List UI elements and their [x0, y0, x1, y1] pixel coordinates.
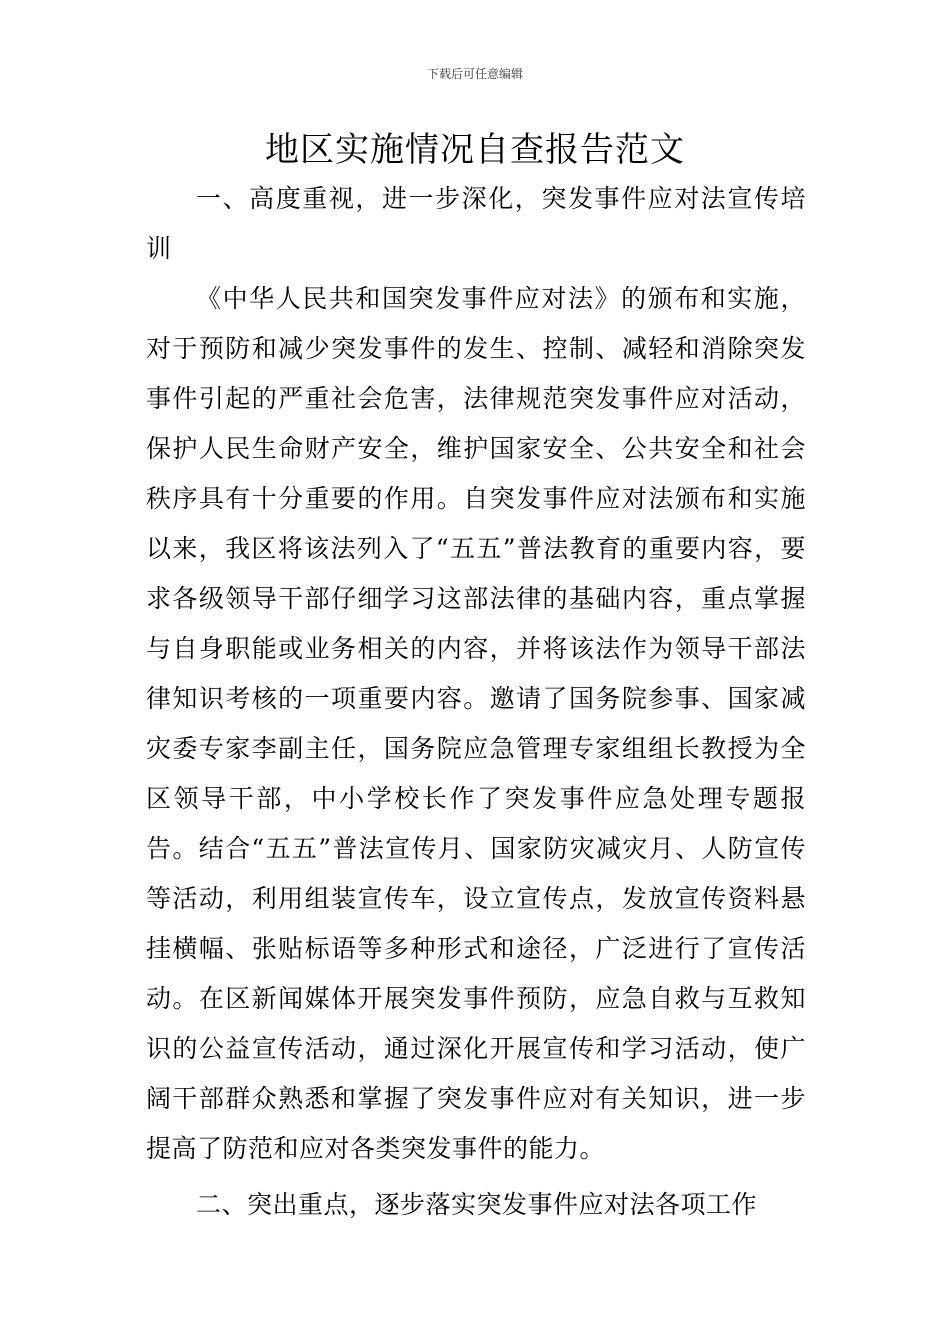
- section-1-heading: 一、高度重视，进一步深化，突发事件应对法宣传培训: [146, 184, 806, 263]
- header-note: 下载后可任意编辑: [426, 67, 523, 81]
- document-body: [146, 174, 806, 1230]
- document-title: 地区实施情况自查报告范文: [265, 130, 685, 170]
- section-2-heading: 二、突出重点，逐步落实突发事件应对法各项工作: [196, 1190, 758, 1219]
- section-1-paragraph: 《中华人民共和国突发事件应对法》的颁布和实施，对于预防和减少突发事件的发生、控制、减轻和消除突发事件引起的严重社会危害，法律规范突发事件应对活动，保护人民生命财产安全，维护国家安全、公共安全和社会秩序具有十分重要的作用。自突发事件应对法颁布和实施以来，我区将该法列入了“五五”普法教育的重要内容，要求各级领导干部仔细学习这部法律的基础内容，重点掌握与自身职能或业务相关的内容，并将该法作为领导干部法律知识考核的一项重要内容。邀请了国务院参事、国家减灾委专家李副主任，国务院应急管理专家组组长教授为全区领导干部，中小学校长作了突发事件应急处理专题报告。结合“五五”普法宣传月、国家防灾减灾月、人防宣传等活动，利用组装宣传车，设立宣传点，发放宣传资料悬挂横幅、张贴标语等多种形式和途径，广泛进行了宣传活动。在区新闻媒体开展突发事件预防，应急自救与互救知识的公益宣传活动，通过深化开展宣传和学习活动，使广阔干部群众熟悉和掌握了突发事件应对有关知识，进一步提高了防范和应对各类突发事件的能力。: [146, 284, 806, 1163]
